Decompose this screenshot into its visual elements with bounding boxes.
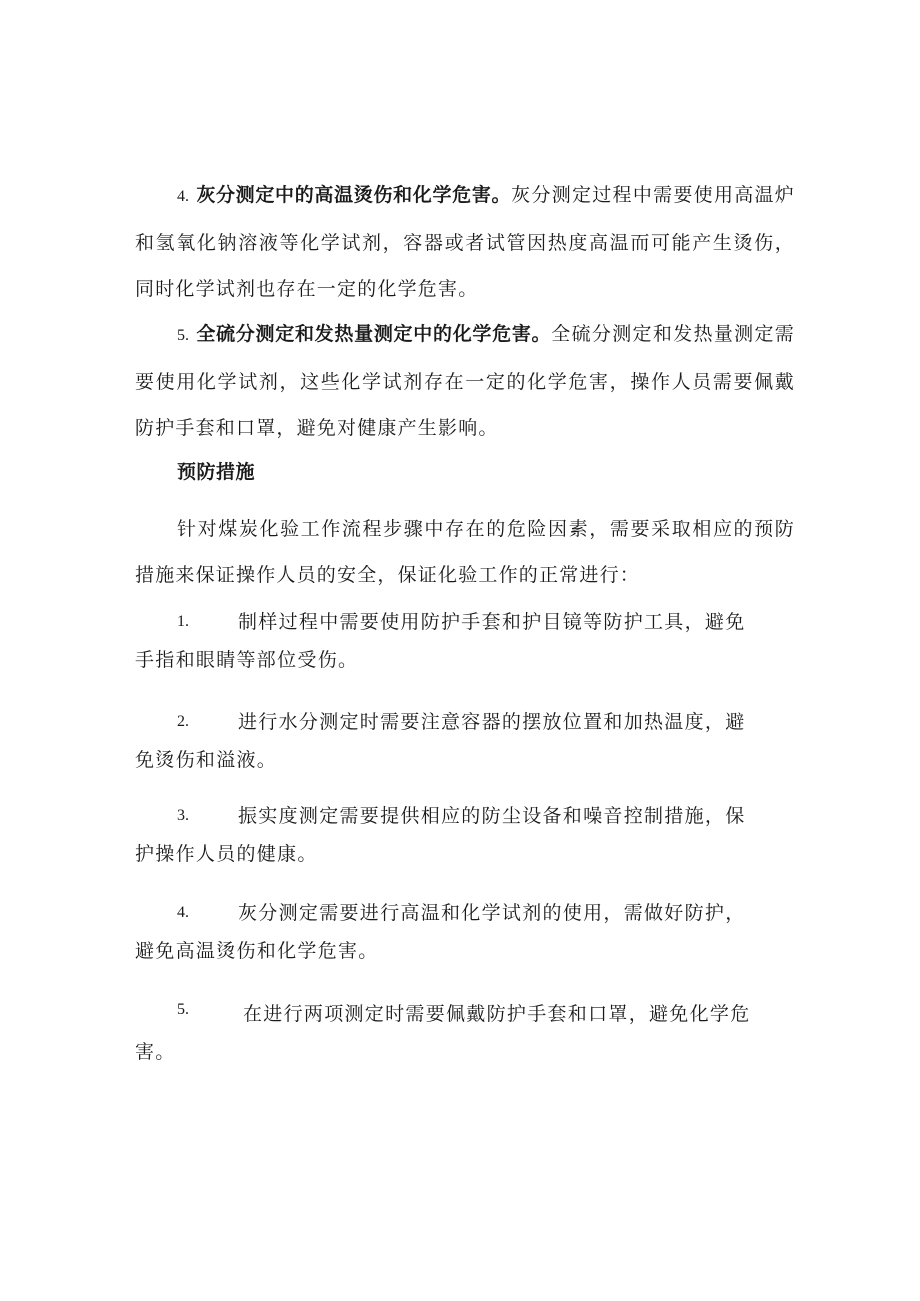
measure-text-line2: 避免高温烫伤和化学危害。 xyxy=(135,940,379,962)
measure-text-line1: 振实度测定需要提供相应的防尘设备和噪音控制措施，保 xyxy=(238,805,746,827)
measure-text-line2: 护操作人员的健康。 xyxy=(135,843,318,865)
measure-text-line1: 灰分测定需要进行高温和化学试剂的使用，需做好防护， xyxy=(238,902,746,924)
measure-text-line1: 在进行两项测定时需要佩戴防护手套和口罩，避免化学危 xyxy=(243,1003,751,1025)
section-heading: 预防措施 xyxy=(177,461,256,483)
measure-number: 3. xyxy=(177,807,189,824)
measure-item xyxy=(135,702,755,778)
intro-paragraph: 针对煤炭化验工作流程步骤中存在的危险因素，需要采取相应的预防措施来保证操作人员的安全，保证化验工作的正常进行： xyxy=(135,518,795,586)
paragraph-ash-hazard xyxy=(135,172,795,312)
measure-item xyxy=(135,602,755,678)
measure-number: 2. xyxy=(177,713,189,730)
measure-text-line1: 制样过程中需要使用防护手套和护目镜等防护工具，避免 xyxy=(238,611,746,633)
measure-item xyxy=(135,796,755,872)
paragraph-number: 5. xyxy=(177,327,189,344)
paragraph-number: 4. xyxy=(177,188,189,205)
measure-text-line2: 害。 xyxy=(135,1041,176,1063)
measure-number: 1. xyxy=(177,613,189,630)
measure-text-line2: 手指和眼睛等部位受伤。 xyxy=(135,649,359,671)
paragraph-bold-title: 灰分测定中的高温烫伤和化学危害。 xyxy=(196,184,512,206)
measure-number: 4. xyxy=(177,904,189,921)
measure-item xyxy=(135,893,755,969)
paragraph-bold-title: 全硫分测定和发热量测定中的化学危害。 xyxy=(196,323,552,345)
measure-text-line1: 进行水分测定时需要注意容器的摆放位置和加热温度，避 xyxy=(238,711,746,733)
measure-number: 5. xyxy=(177,1001,189,1018)
paragraph-text: 全硫分测定和发热量测定需要使用化学试剂，这些化学试剂存在一定的化学危害，操作人员需要佩戴防护手套和口罩，避免对健康产生影响。 xyxy=(135,323,795,439)
paragraph-text: 灰分测定过程中需要使用高温炉和氢氧化钠溶液等化学试剂，容器或者试管因热度高温而可能产生烫伤，同时化学试剂也存在一定的化学危害。 xyxy=(135,184,795,300)
measure-text-line2: 免烫伤和溢液。 xyxy=(135,749,278,771)
measure-item xyxy=(135,994,755,1070)
paragraph-sulfur-hazard xyxy=(135,311,795,451)
